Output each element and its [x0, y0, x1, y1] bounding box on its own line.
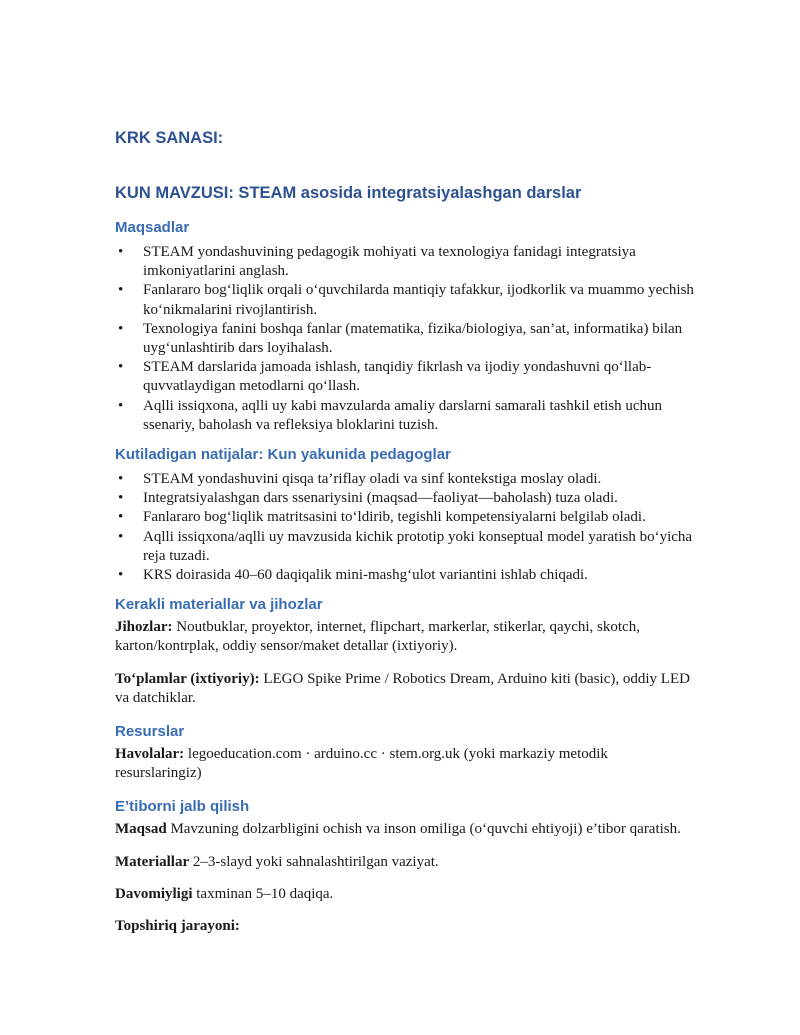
paragraph-label: Materiallar [115, 853, 190, 870]
natijalar-bullet-list [115, 470, 696, 585]
paragraph-text: legoeducation.com · arduino.cc · stem.org.uk (yoki markaziy metodik resurslaringiz) [115, 746, 608, 782]
bullet-text: STEAM darslarida jamoada ishlash, tanqidiy fikrlash va ijodiy yondashuvni qoʻllab-quvvatlaydigan metodlarni qoʻllash. [143, 359, 652, 395]
materiallar-paragraph [115, 853, 696, 872]
havolalar-paragraph [115, 745, 696, 783]
bullet-icon: • [118, 509, 124, 526]
bullet-icon: • [118, 397, 124, 414]
bullet-icon: • [118, 471, 124, 488]
bullet-item [115, 281, 696, 319]
paragraph-text: 2–3-slayd yoki sahnalashtirilgan vaziyat. [192, 853, 439, 870]
bullet-item [115, 320, 696, 358]
bullet-icon: • [118, 282, 124, 299]
paragraph-label: Toʻplamlar (ixtiyoriy): [115, 670, 260, 687]
bullet-text: Aqlli issiqxona, aqlli uy kabi mavzularda amaliy darslarni samarali tashkil etish uchun ssenariy, baholash va refleksiya bloklarini tuzish. [143, 397, 663, 433]
paragraph-label: Topshiriq jarayoni: [115, 918, 240, 935]
paragraph-label: Jihozlar: [115, 619, 173, 636]
maqsad-paragraph [115, 820, 696, 839]
bullet-icon: • [118, 528, 124, 545]
doc-title-krk-sanasi: KRK SANASI: [115, 129, 224, 147]
section-heading-kutiladigan-natijalar: Kutiladigan natijalar: Kun yakunida pedagoglar [115, 446, 451, 464]
section-heading-maqsadlar: Maqsadlar [115, 219, 190, 236]
bullet-item [115, 358, 696, 396]
bullet-text: Texnologiya fanini boshqa fanlar (matematika, fizika/biologiya, san’at, informatika) bilan uygʻunlashtirib dars loyihalash. [143, 320, 683, 357]
bullet-item [115, 243, 696, 281]
section-heading-resurslar: Resurslar [115, 723, 185, 741]
bullet-text: Fanlararo bogʻliqlik matritsasini toʻldirib, tegishli kompetensiyalarni belgilab oladi. [143, 509, 646, 526]
bullet-text: KRS doirasida 40–60 daqiqalik mini-mashgʻulot variantini ishlab chiqadi. [143, 567, 588, 584]
paragraph-label: Havolalar: [115, 746, 185, 763]
bullet-text: STEAM yondashuvining pedagogik mohiyati va texnologiya fanidagi integratsiya imkoniyatlarini anglash. [143, 244, 636, 280]
maqsadlar-bullet-list [115, 243, 696, 435]
paragraph-text: LEGO Spike Prime / Robotics Dream, Arduino kiti (basic), oddiy LED va datchiklar. [115, 670, 690, 706]
paragraph-text: taxminan 5–10 daqiqa. [196, 885, 334, 902]
davomiyligi-paragraph [115, 885, 696, 904]
section-heading-etiborni-jalb-qilish: E’tiborni jalb qilish [115, 798, 250, 816]
bullet-icon: • [118, 320, 124, 337]
toplamlar-paragraph [115, 670, 696, 708]
bullet-icon: • [118, 490, 124, 507]
bullet-item [115, 508, 696, 527]
bullet-text: STEAM yondashuvini qisqa ta’riflay oladi va sinf kontekstiga moslay oladi. [143, 471, 602, 488]
paragraph-text: Noutbuklar, proyektor, internet, flipchart, markerlar, stikerlar, qaychi, skotch, karton/kontrplak, oddiy sensor/maket detallar (ixtiyoriy). [115, 619, 640, 655]
bullet-item [115, 470, 696, 489]
paragraph-label: Maqsad [115, 821, 167, 838]
bullet-icon: • [118, 359, 124, 376]
bullet-item [115, 397, 696, 435]
jihozlar-paragraph [115, 618, 696, 656]
bullet-icon: • [118, 244, 124, 260]
paragraph-label: Davomiyligi [115, 885, 193, 902]
section-heading-kerakli-materiallar: Kerakli materiallar va jihozlar [115, 596, 323, 614]
bullet-text: Aqlli issiqxona/aqlli uy mavzusida kichik prototip yoki konseptual model yaratish boʻyicha reja tuzadi. [143, 528, 693, 564]
paragraph-text: Mavzuning dolzarbligini ochish va inson omiliga (oʻquvchi ehtiyoji) e’tibor qaratish. [170, 821, 681, 838]
bullet-text: Integratsiyalashgan dars ssenariysini (maqsad—faoliyat—baholash) tuza oladi. [143, 490, 618, 507]
bullet-text: Fanlararo bogʻliqlik orqali oʻquvchilarda mantiqiy tafakkur, ijodkorlik va muammo yechish koʻnikmalarini rivojlantirish. [143, 282, 694, 318]
doc-title-kun-mavzusi: KUN MAVZUSI: STEAM asosida integratsiyalashgan darslar [115, 184, 582, 202]
bullet-icon: • [118, 567, 124, 584]
bullet-item [115, 489, 696, 508]
topshiriq-paragraph [115, 917, 696, 936]
bullet-item [115, 566, 696, 585]
bullet-item [115, 528, 696, 566]
